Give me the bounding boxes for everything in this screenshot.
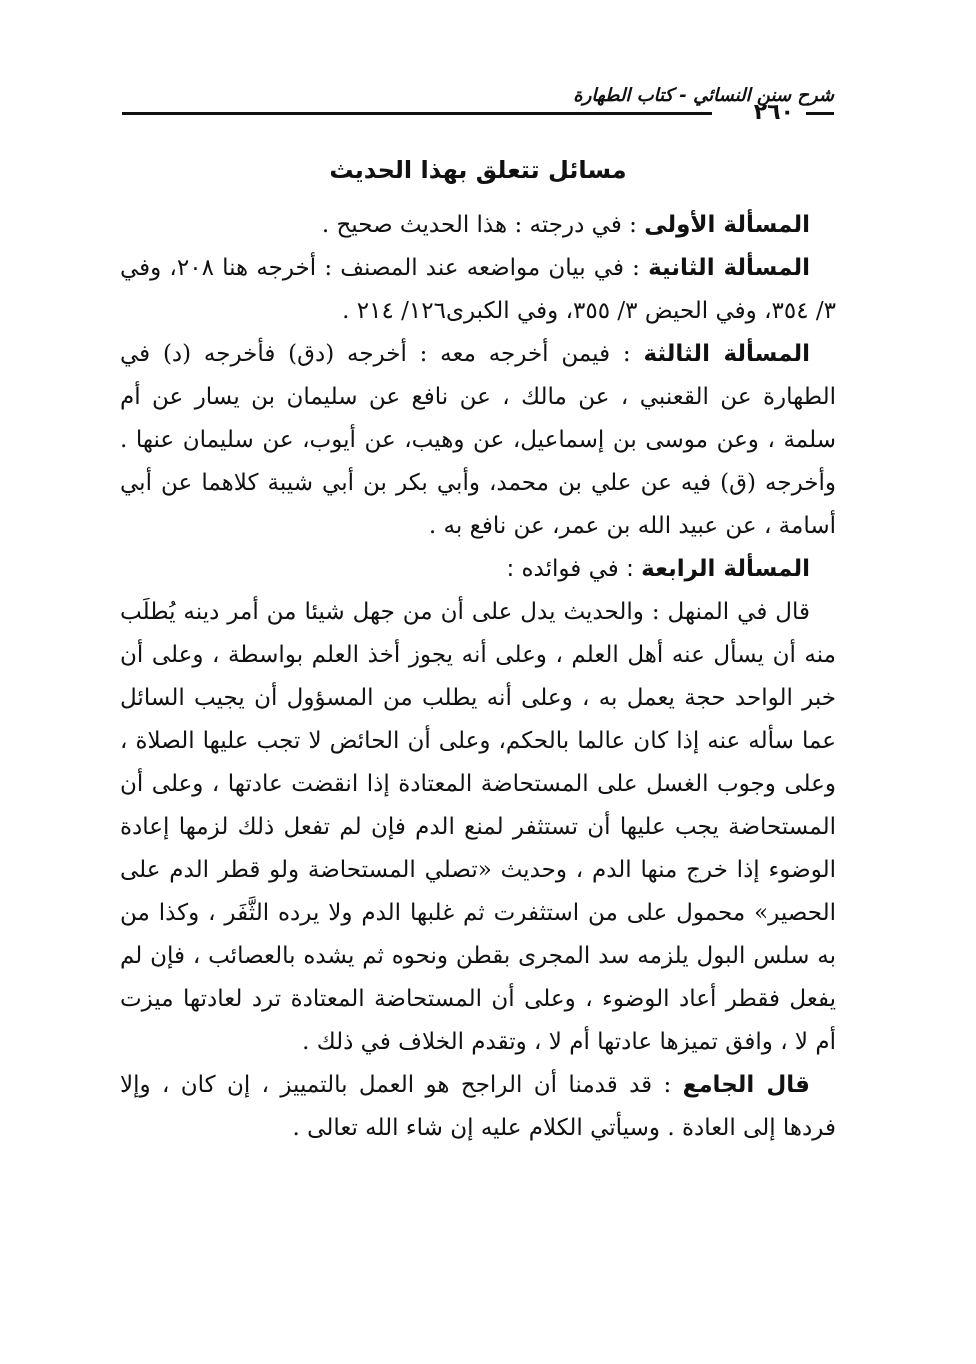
paragraph-benefits [120, 591, 836, 1064]
header-rule-short [806, 112, 834, 115]
issue-label-second: المسألة الثانية [648, 255, 811, 281]
section-heading: مسائل تتعلق بهذا الحديث [329, 156, 627, 184]
issue-label-third: المسألة الثالثة [643, 341, 811, 367]
paragraph-text: : قد قدمنا أن الراجح هو العمل بالتمييز ، إن كان ، وإلا فردها إلى العادة . وسيأتي الكلام عليه إن شاء الله تعالى . [120, 1072, 836, 1141]
paragraph-text: : في بيان مواضعه عند المصنف : أخرجه هنا ٢٠٨، وفي ٣/ ٣٥٤، وفي الحيض ٣/ ٣٥٥، وفي الكبرى١٢٦/ ٢١٤ . [120, 255, 836, 324]
paragraph-text: : في فوائده : [506, 556, 634, 582]
body-text [120, 204, 836, 1150]
paragraph-text: قال في المنهل : والحديث يدل على أن من جهل شيئا من أمر دينه يُطلَب منه أن يسأل عنه أهل العلم ، وعلى أنه يجوز أخذ العلم بواسطة ، وعلى أن خبر الواحد حجة يعمل به ، وعلى أنه يطلب من المسؤول أن يجيب السائل عما سأله عنه إذا كان عالما بالحكم، وعلى أن الحائض لا تجب عليها الصلاة ، وعلى وجوب الغسل على المستحاضة المعتادة إذا انقضت عادتها ، وعلى أن المستحاضة يجب عليها أن تستثفر لمنع الدم فإن لم تفعل ذلك لزمها إعادة الوضوء إذا خرج منها الدم ، وحديث «تصلي المستحاضة ولو قطر الدم على الحصير» محمول على من استثفرت ثم غلبها الدم ولا يرده الثَّفَر ، وكذا من به سلس البول يلزمه سد المجرى بقطن ونحوه ثم يشده بالعصائب ، فإن لم يفعل فقطر أعاد الوضوء ، وعلى أن المستحاضة المعتادة ترد لعادتها ميزت أم لا ، وافق تميزها عادتها أم لا ، وتقدم الخلاف في ذلك . [120, 599, 836, 1055]
paragraph-second-issue [120, 247, 836, 333]
running-header [122, 84, 834, 136]
paragraph-text: : فيمن أخرجه معه : أخرجه (دق) فأخرجه (د) في الطهارة عن القعنبي ، عن مالك ، عن نافع عن سليمان بن يسار عن أم سلمة ، وعن موسى بن إسماعيل، عن وهيب، عن أيوب، عن سليمان عنها . وأخرجه (ق) فيه عن علي بن محمد، وأبي بكر بن أبي شيبة كلاهما عن أبي أسامة ، عن عبيد الله بن عمر، عن نافع به . [120, 341, 836, 539]
issue-label-first: المسألة الأولى [644, 212, 810, 238]
page-number: ٢٦٠ [753, 100, 794, 125]
header-rule [122, 112, 712, 115]
header-title: شرح سنن النسائي - كتاب الطهارة [573, 85, 834, 106]
issue-label-fourth: المسألة الرابعة [641, 556, 810, 582]
paragraph-fourth-issue [120, 548, 836, 591]
paragraph-third-issue [120, 333, 836, 548]
paragraph-compiler-note [120, 1064, 836, 1150]
paragraph-text: : في درجته : هذا الحديث صحيح . [321, 212, 637, 238]
compiler-label: قال الجامع [682, 1072, 810, 1098]
paragraph-first-issue [120, 204, 836, 247]
